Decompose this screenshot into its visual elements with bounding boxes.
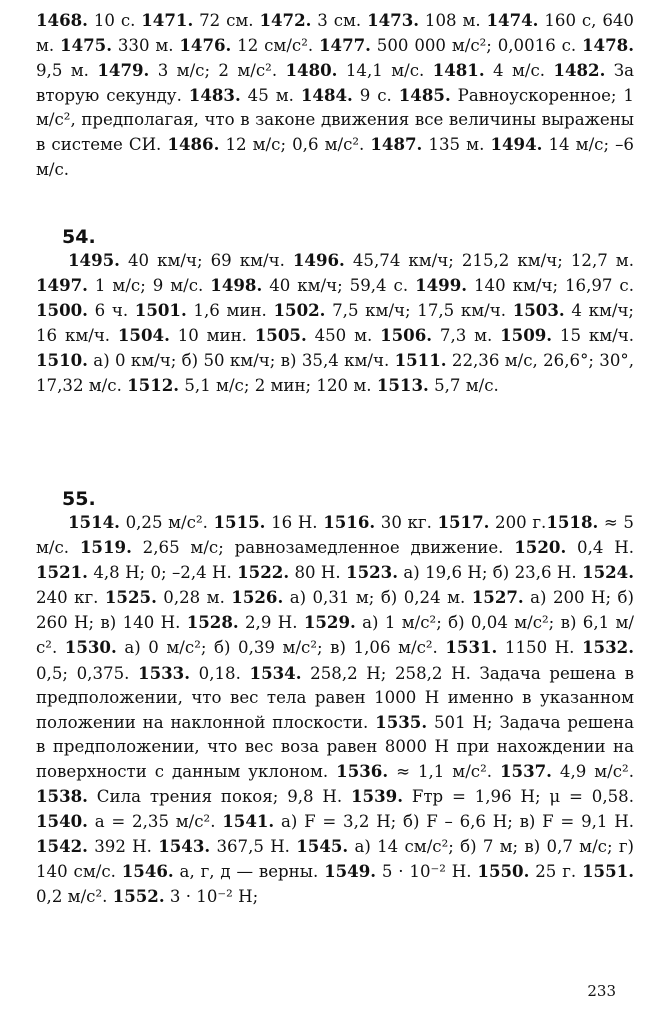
- answer-number: 1537.: [499, 760, 552, 781]
- answer-text: 10 с.: [87, 11, 142, 30]
- answer-text: 72 см.: [193, 11, 260, 30]
- answer-number: 1501.: [134, 300, 187, 321]
- answer-text: а) 0 км/ч; б) 50 км/ч; в) 35,4 км/ч.: [87, 351, 395, 371]
- answer-text: 3 см.: [311, 11, 368, 30]
- answer-text: 240 кг.: [36, 588, 105, 608]
- answer-text: 30 кг.: [375, 513, 438, 532]
- answer-text: 135 м.: [422, 135, 491, 155]
- answer-text: 160 с, 640 м.: [36, 11, 634, 56]
- answer-text: a = 2,35 м/с².: [87, 812, 223, 832]
- answer-text: 4,9 м/с².: [551, 761, 634, 781]
- answer-number: 1522.: [237, 562, 290, 583]
- answers-paragraph: [36, 248, 634, 399]
- answer-number: 1526.: [231, 587, 284, 608]
- answer-number: 1539.: [351, 786, 403, 807]
- answer-number: 1468.: [36, 10, 88, 30]
- answer-number: 1483.: [188, 85, 241, 106]
- answer-text: 9,5 м.: [36, 61, 98, 81]
- answer-text: а) 19,6 Н; б) 23,6 Н.: [398, 563, 583, 583]
- answer-number: 1475.: [60, 35, 112, 56]
- answer-text: ≈ 1,1 м/с².: [388, 761, 500, 781]
- answer-text: 0,4 Н.: [566, 538, 634, 558]
- answer-number: 1545.: [296, 836, 349, 857]
- answer-text: 22,36 м/с, 26,6°; 30°, 17,32 м/с.: [36, 351, 634, 396]
- section-heading-55: 55.: [62, 488, 96, 510]
- answer-text: 2,65 м/с; равнозамедленное движение.: [131, 538, 515, 558]
- answer-number: 1529.: [303, 612, 356, 633]
- answer-text: а, г, д — верны.: [173, 862, 325, 882]
- answer-number: 1477.: [319, 35, 371, 56]
- answer-number: 1510.: [36, 350, 88, 371]
- answer-number: 1495.: [68, 250, 120, 270]
- answer-number: 1519.: [79, 537, 132, 558]
- answer-number: 1472.: [259, 10, 312, 30]
- answer-number: 1540.: [36, 811, 88, 832]
- answers-section-54: [36, 248, 634, 399]
- answer-number: 1532.: [582, 637, 634, 658]
- answer-number: 1474.: [486, 10, 539, 30]
- answer-number: 1513.: [376, 375, 429, 396]
- answer-text: 40 км/ч; 69 км/ч.: [119, 251, 293, 270]
- answer-number: 1541.: [222, 811, 275, 832]
- answer-text: 450 м.: [306, 326, 381, 346]
- answer-text: 330 м.: [112, 36, 180, 56]
- answer-text: За вторую секунду.: [36, 61, 635, 106]
- answer-number: 1551.: [582, 861, 634, 882]
- answer-text: 45,74 км/ч; 215,2 км/ч; 12,7 м.: [344, 251, 634, 270]
- answer-number: 1503.: [512, 300, 565, 321]
- answer-text: 80 Н.: [289, 563, 347, 583]
- answer-number: 1506.: [380, 325, 433, 346]
- answer-number: 1533.: [138, 662, 191, 683]
- answer-number: 1549.: [324, 861, 377, 882]
- answer-text: ≈ 5 м/с.: [36, 513, 634, 558]
- answer-text: 14,1 м/с.: [337, 61, 433, 81]
- answer-number: 1514.: [68, 512, 120, 532]
- answer-number: 1479.: [97, 60, 150, 81]
- answer-text: а) 200 Н; б) 260 Н; в) 140 Н.: [36, 588, 635, 633]
- answer-text: 367,5 Н.: [210, 837, 297, 857]
- answer-text: 1150 Н.: [497, 638, 583, 658]
- answers-paragraph: [36, 8, 634, 182]
- answer-number: 1486.: [167, 134, 220, 155]
- answer-text: 7,5 км/ч; 17,5 км/ч.: [325, 301, 513, 321]
- answer-number: 1523.: [346, 562, 399, 583]
- answer-number: 1487.: [370, 134, 423, 155]
- answer-text: Fтр = 1,96 Н; μ = 0,58.: [402, 787, 634, 807]
- answer-number: 1505.: [254, 325, 307, 346]
- answer-number: 1512.: [127, 375, 180, 396]
- answer-number: 1482.: [553, 60, 606, 81]
- answer-text: 16 Н.: [265, 513, 324, 532]
- answer-text: 0,28 м.: [156, 588, 232, 608]
- answer-number: 1481.: [432, 60, 485, 81]
- answer-text: 5,1 м/с; 2 мин; 120 м.: [179, 376, 377, 396]
- answer-number: 1531.: [445, 637, 498, 658]
- answer-text: 258,2 Н; 258,2 Н. Задача решена в предположении, что вес тела равен 1000 Н именно в указанном положении на наклонной плоскости.: [36, 663, 634, 732]
- answer-number: 1518.: [546, 512, 599, 532]
- answer-text: а) 0,31 м; б) 0,24 м.: [283, 588, 472, 608]
- answer-text: 14 м/с; –6 м/с.: [36, 135, 634, 179]
- answer-text: а) 14 см/с²; б) 7 м; в) 0,7 м/с; г) 140 см/с.: [36, 837, 634, 882]
- answer-number: 1546.: [121, 861, 174, 882]
- answer-text: 25 г.: [529, 862, 583, 882]
- answer-number: 1480.: [285, 60, 338, 81]
- answer-number: 1473.: [367, 10, 420, 30]
- answer-number: 1528.: [186, 612, 239, 633]
- answer-text: 1,6 мин.: [186, 301, 274, 321]
- answer-number: 1542.: [36, 836, 88, 857]
- section-heading-54: 54.: [62, 226, 96, 248]
- page-number: 233: [587, 982, 616, 1000]
- answer-number: 1530.: [64, 637, 117, 658]
- answer-number: 1521.: [36, 562, 88, 583]
- answer-number: 1502.: [273, 300, 326, 321]
- answer-text: 200 г.: [489, 513, 547, 532]
- answer-number: 1496.: [292, 250, 345, 270]
- answer-text: 501 Н; Задача решена в предположении, что вес воза равен 8000 Н при нахождении на поверхности с данным уклоном.: [36, 712, 635, 781]
- answer-number: 1511.: [394, 350, 447, 371]
- answer-text: 0,2 м/с².: [36, 887, 113, 907]
- answer-number: 1538.: [36, 786, 88, 807]
- answer-number: 1509.: [500, 325, 553, 346]
- answers-paragraph: [36, 510, 634, 910]
- answer-text: 108 м.: [419, 11, 487, 30]
- answer-number: 1499.: [415, 275, 468, 296]
- answer-number: 1525.: [104, 587, 157, 608]
- answer-text: 4,8 Н; 0; –2,4 Н.: [87, 563, 238, 583]
- answer-number: 1517.: [437, 512, 490, 532]
- answer-text: 6 ч.: [87, 301, 135, 321]
- answer-text: 4 км/ч; 16 км/ч.: [36, 301, 635, 346]
- answer-text: 0,25 м/с².: [119, 513, 214, 532]
- answer-text: а) 1 м/с²; б) 0,04 м/с²; в) 6,1 м/с².: [36, 613, 634, 658]
- answer-text: 10 мин.: [169, 326, 255, 346]
- answer-text: 2,9 Н.: [238, 613, 304, 633]
- answer-text: 45 м.: [240, 86, 301, 106]
- answer-text: 9 с.: [352, 86, 399, 106]
- answer-number: 1516.: [323, 512, 376, 532]
- answer-number: 1550.: [477, 861, 530, 882]
- answer-number: 1520.: [514, 537, 567, 558]
- answer-text: 7,3 м.: [432, 326, 501, 346]
- answer-text: 12 см/с².: [231, 36, 319, 56]
- answer-number: 1534.: [249, 662, 302, 683]
- answer-number: 1471.: [141, 10, 194, 30]
- answer-number: 1497.: [36, 275, 88, 296]
- answers-section-55: [36, 510, 634, 910]
- answer-number: 1494.: [490, 134, 543, 155]
- answer-text: а) F = 3,2 Н; б) F – 6,6 Н; в) F = 9,1 Н.: [274, 812, 634, 832]
- answer-text: 40 км/ч; 59,4 с.: [262, 276, 416, 296]
- answer-text: 392 Н.: [87, 837, 159, 857]
- answer-text: 15 км/ч.: [552, 326, 634, 346]
- answer-text: 3 · 10⁻² Н;: [164, 887, 259, 907]
- answer-text: 12 м/с; 0,6 м/с².: [219, 135, 371, 155]
- answer-text: 4 м/с.: [484, 61, 554, 81]
- answer-number: 1543.: [158, 836, 211, 857]
- answer-text: 0,5; 0,375.: [36, 663, 139, 683]
- answer-number: 1478.: [582, 35, 634, 56]
- answer-number: 1527.: [471, 587, 524, 608]
- answer-number: 1504.: [117, 325, 170, 346]
- answer-text: Равноускоренное; 1 м/с², предполагая, что в законе движения все величины выражены в системе СИ.: [36, 86, 634, 155]
- answer-number: 1536.: [336, 760, 389, 781]
- answers-section-53: [36, 8, 634, 182]
- answer-number: 1485.: [398, 85, 451, 106]
- answer-text: 140 км/ч; 16,97 с.: [467, 276, 635, 296]
- answer-text: 1 м/с; 9 м/с.: [87, 276, 211, 296]
- answer-text: Сила трения покоя; 9,8 Н.: [87, 787, 352, 807]
- answer-text: 500 000 м/с²; 0,0016 с.: [370, 36, 583, 56]
- answer-number: 1552.: [112, 886, 165, 907]
- answer-text: а) 0 м/с²; б) 0,39 м/с²; в) 1,06 м/с².: [116, 638, 446, 658]
- answer-text: 0,18.: [190, 663, 250, 683]
- answer-number: 1484.: [300, 85, 353, 106]
- answer-number: 1500.: [36, 300, 88, 321]
- answer-number: 1498.: [210, 275, 263, 296]
- answer-number: 1535.: [375, 711, 428, 732]
- answer-number: 1524.: [582, 562, 634, 583]
- answer-number: 1515.: [213, 512, 266, 532]
- answer-text: 5,7 м/с.: [428, 376, 499, 396]
- answer-text: 3 м/с; 2 м/с².: [149, 61, 286, 81]
- answer-number: 1476.: [179, 35, 232, 56]
- answer-text: 5 · 10⁻² Н.: [376, 862, 478, 882]
